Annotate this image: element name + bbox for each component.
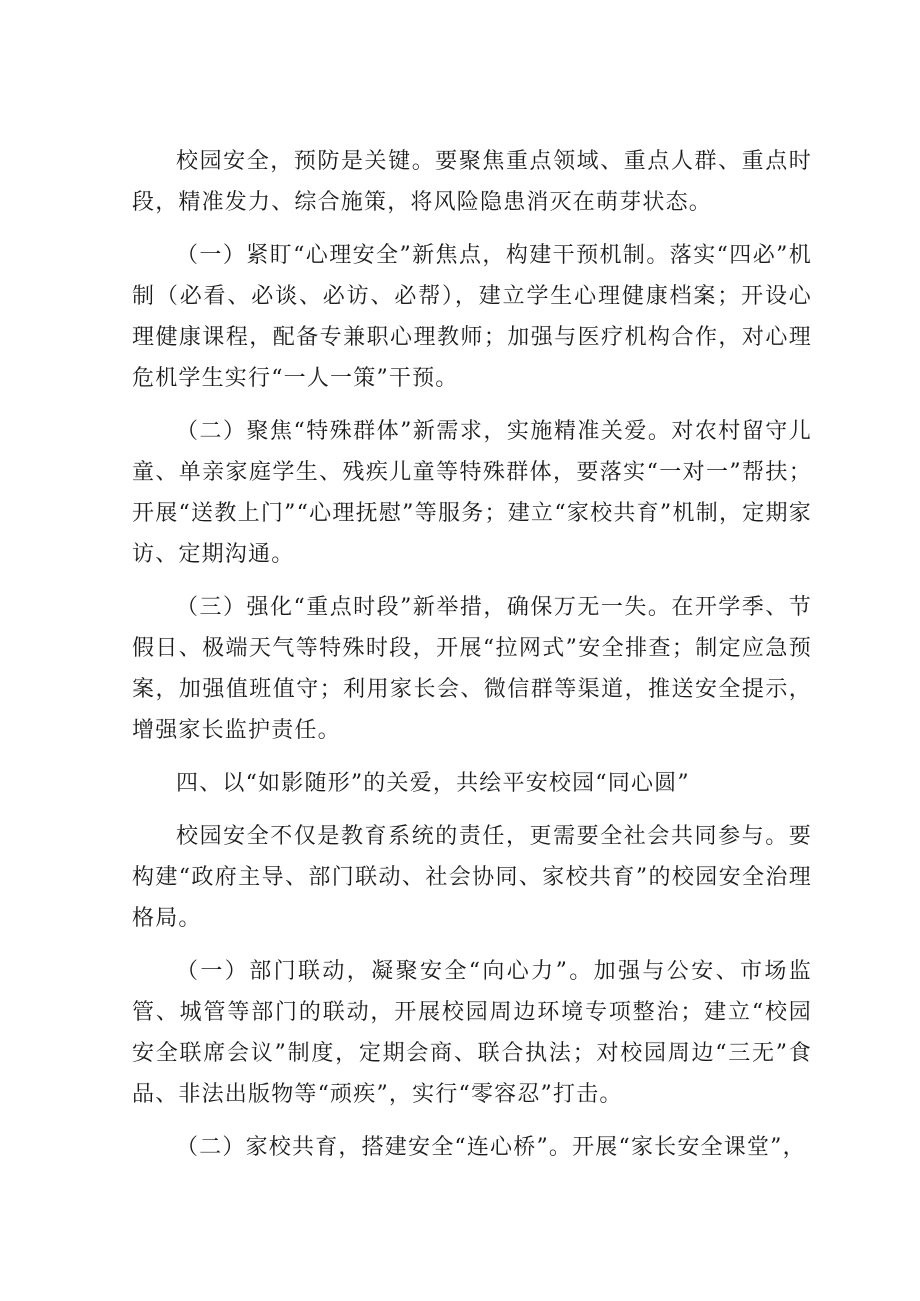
paragraph-department-linkage: （一）部门联动，凝聚安全“向心力”。加强与公安、市场监管、城管等部门的联动，开展校园周边环境专项整治；建立“校园安全联席会议”制度，定期会商、联合执法；对校园周边“三无”食品、非法出版物等“顽疾”，实行“零容忍”打击。: [132, 959, 812, 1107]
paragraph-prevention-intro: 校园安全，预防是关键。要聚焦重点领域、重点人群、重点时段，精准发力、综合施策，将风险隐患消灭在萌芽状态。: [132, 149, 812, 215]
paragraph-psychological-safety: （一）紧盯“心理安全”新焦点，构建干预机制。落实“四必”机制（必看、必谈、必访、必帮），建立学生心理健康档案；开设心理健康课程，配备专兼职心理教师；加强与医疗机构合作，对心理危机学生实行“一人一策”干预。: [132, 243, 812, 391]
paragraph-special-groups: （二）聚焦“特殊群体”新需求，实施精准关爱。对农村留守儿童、单亲家庭学生、残疾儿童等特殊群体，要落实“一对一”帮扶；开展“送教上门”“心理抚慰”等服务；建立“家校共育”机制，定期家访、定期沟通。: [132, 419, 812, 567]
paragraph-key-periods: （三）强化“重点时段”新举措，确保万无一失。在开学季、节假日、极端天气等特殊时段，开展“拉网式”安全排查；制定应急预案，加强值班值守；利用家长会、微信群等渠道，推送安全提示，增强家长监护责任。: [132, 595, 812, 743]
paragraph-home-school: （二）家校共育，搭建安全“连心桥”。开展“家长安全课堂”，: [176, 1135, 806, 1160]
section-heading-four: 四、以“如影随形”的关爱，共绘平安校园“同心圆”: [176, 771, 690, 796]
document-body: [132, 141, 812, 1180]
paragraph-society-participation: 校园安全不仅是教育系统的责任，更需要全社会共同参与。要构建“政府主导、部门联动、社会协同、家校共育”的校园安全治理格局。: [132, 824, 812, 931]
